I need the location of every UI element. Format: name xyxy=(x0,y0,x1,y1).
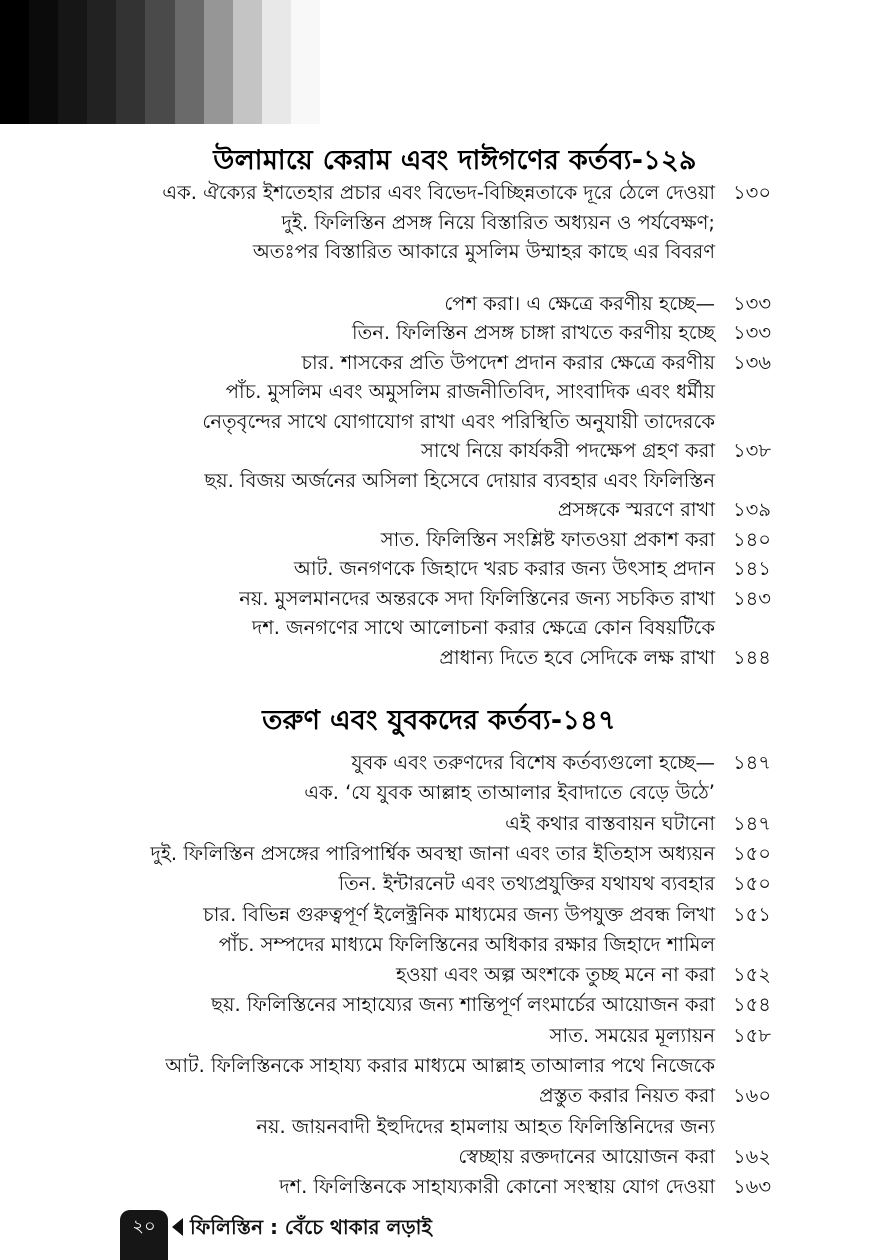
gradient-swatch xyxy=(233,0,262,124)
toc-entry-title: আট. ফিলিস্তিনকে সাহায্য করার মাধ্যমে আল্লাহ তাআলার পথে নিজেকে xyxy=(165,1054,715,1077)
toc-entry-title: পাঁচ. মুসলিম এবং অমুসলিম রাজনীতিবিদ, সাংবাদিক এবং ধর্মীয় xyxy=(225,380,715,403)
toc-entry xyxy=(0,436,870,466)
toc-entry xyxy=(0,809,870,839)
toc-entry-title: চার. শাসকের প্রতি উপদেশ প্রদান করার ক্ষেত্রে করণীয় xyxy=(301,350,715,374)
toc-entry-page: ১৬৩ xyxy=(733,1175,772,1199)
gradient-swatch xyxy=(58,0,87,124)
toc-entry xyxy=(0,318,870,348)
page-number: ২০ xyxy=(132,1216,156,1237)
toc-entry xyxy=(0,1081,870,1111)
toc-entry xyxy=(0,466,870,496)
toc-entry xyxy=(0,900,870,930)
section-heading-youth: তরুণ এবং যুবকদের কর্তব্য-১৪৭ xyxy=(262,705,616,736)
toc-entry-title: তিন. ফিলিস্তিন প্রসঙ্গ চাঙ্গা রাখতে করণীয় হচ্ছে xyxy=(352,321,715,344)
toc-entry-page: ১৫০ xyxy=(733,841,771,865)
toc-entry xyxy=(0,1051,870,1081)
toc-entry-title: এই কথার বাস্তবায়ন ঘটানো xyxy=(505,811,715,835)
toc-entry xyxy=(0,1142,870,1172)
toc-entry-page: ১৫৮ xyxy=(733,1023,771,1047)
toc-entry xyxy=(0,778,870,808)
toc-entry xyxy=(0,1021,870,1051)
page-footer xyxy=(0,1210,870,1260)
section-heading-scholars: উলামায়ে কেরাম এবং দাঈগণের কর্তব্য-১২৯ xyxy=(213,145,697,176)
grayscale-gradient-strip xyxy=(0,0,320,124)
toc-entry xyxy=(0,289,870,319)
toc-entry xyxy=(0,377,870,407)
toc-entry-page: ১৪৭ xyxy=(733,811,771,835)
toc-entry xyxy=(0,407,870,437)
toc-entry-title: পাঁচ. সম্পদের মাধ্যমে ফিলিস্তিনের অধিকার রক্ষার জিহাদে শামিল xyxy=(218,932,715,956)
toc-entry xyxy=(0,495,870,525)
toc-entry xyxy=(0,178,870,208)
toc-entry-page: ১৩৩ xyxy=(733,291,772,315)
toc-entry-page: ১৫৪ xyxy=(733,993,771,1017)
toc-entry xyxy=(0,348,870,378)
toc-entry-title: হওয়া এবং অল্প অংশকে তুচ্ছ মনে না করা xyxy=(395,963,715,987)
toc-entry-title: এক. ‘যে যুবক আল্লাহ তাআলার ইবাদাতে বেড়ে উঠে’ xyxy=(304,781,715,805)
toc-entry-title: তিন. ইন্টারনেট এবং তথ্যপ্রযুক্তির যথাযথ ব্যবহার xyxy=(338,872,715,896)
toc-entry-page: ১৪৭ xyxy=(733,751,771,774)
toc-entry-title: চার. বিভিন্ন গুরুত্বপূর্ণ ইলেক্ট্রনিক মাধ্যমের জন্য উপযুক্ত প্রবন্ধ লিখা xyxy=(203,902,715,926)
toc-entry xyxy=(0,584,870,614)
toc-entry-page: ১৫১ xyxy=(733,902,771,926)
toc-entry xyxy=(0,525,870,555)
toc-entry-title: অতঃপর বিস্তারিত আকারে মুসলিম উম্মাহর কাছে এর বিবরণ xyxy=(252,240,715,263)
toc-entry-title: প্রসঙ্গকে স্মরণে রাখা xyxy=(557,498,715,521)
toc-entry-title: প্রস্তুত করার নিয়ত করা xyxy=(539,1084,715,1108)
toc-entry xyxy=(0,990,870,1020)
toc-entry xyxy=(0,237,870,267)
gradient-swatch xyxy=(145,0,174,124)
toc-entry-page: ১৪১ xyxy=(733,557,771,580)
gradient-swatch xyxy=(204,0,233,124)
gradient-swatch xyxy=(262,0,291,124)
toc-entry-title: সাথে নিয়ে কার্যকরী পদক্ষেপ গ্রহণ করা xyxy=(420,439,715,462)
page-number-tab xyxy=(120,1210,168,1260)
gradient-swatch xyxy=(29,0,58,124)
toc-entry-page: ১৩০ xyxy=(733,181,772,204)
toc-entry-title: সাত. ফিলিস্তিন সংশ্লিষ্ট ফাতওয়া প্রকাশ করা xyxy=(380,527,715,551)
toc-entry-title: যুবক এবং তরুণদের বিশেষ কর্তব্যগুলো হচ্ছে— xyxy=(351,751,715,774)
toc-entry-page: ১৩৩ xyxy=(733,321,772,344)
toc-entry-title: ছয়. বিজয় অর্জনের অসিলা হিসেবে দোয়ার ব্যবহার এবং ফিলিস্তিন xyxy=(204,468,715,492)
gradient-swatch xyxy=(0,0,29,124)
toc-entry-title: দুই. ফিলিস্তিন প্রসঙ্গ নিয়ে বিস্তারিত অধ্যয়ন ও পর্যবেক্ষণ; xyxy=(281,210,715,234)
toc-entry xyxy=(0,1172,870,1202)
book-title: ফিলিস্তিন : বেঁচে থাকার লড়াই xyxy=(190,1215,432,1239)
toc-entry-title: নয়. মুসলমানদের অন্তরকে সদা ফিলিস্তিনের জন্য সচকিত রাখা xyxy=(239,586,715,610)
toc-entry-title: দুই. ফিলিস্তিন প্রসঙ্গের পারিপার্শ্বিক অবস্থা জানা এবং তার ইতিহাস অধ্যয়ন xyxy=(150,841,715,865)
toc-entry xyxy=(0,208,870,238)
gradient-swatch xyxy=(87,0,116,124)
toc-entry-page: ১৪৩ xyxy=(733,586,771,610)
toc-entry-title: ছয়. ফিলিস্তিনের সাহায্যের জন্য শান্তিপূর্ণ লংমার্চের আয়োজন করা xyxy=(211,993,715,1017)
toc-entry-title: দশ. জনগণের সাথে আলোচনা করার ক্ষেত্রে কোন বিষয়টিকে xyxy=(252,616,715,639)
toc-entry xyxy=(0,748,870,778)
toc-entry-page: ১৩৮ xyxy=(733,439,771,462)
toc-entry-title: সাত. সময়ের মূল্যায়ন xyxy=(549,1023,715,1047)
toc-entry-page: ১৫০ xyxy=(733,872,771,896)
toc-entry xyxy=(0,554,870,584)
toc-entry-page: ১৬০ xyxy=(733,1084,772,1108)
toc-entry xyxy=(0,613,870,643)
toc-entry-title: স্বেচ্ছায় রক্তদানের আয়োজন করা xyxy=(458,1144,715,1168)
toc-entry-title: নয়. জায়নবাদী ইহুদিদের হামলায় আহত ফিলিস্তিনিদের জন্য xyxy=(256,1114,715,1138)
toc-entry-page: ১৬২ xyxy=(733,1144,772,1168)
toc-entry-title: আট. জনগণকে জিহাদে খরচ করার জন্য উৎসাহ প্রদান xyxy=(293,557,715,580)
left-arrow-icon xyxy=(172,1218,183,1236)
toc-entry-title: নেতৃবৃন্দের সাথে যোগাযোগ রাখা এবং পরিস্থিতি অনুযায়ী তাদেরকে xyxy=(202,409,715,433)
toc-entry xyxy=(0,960,870,990)
toc-entry-title: দশ. ফিলিস্তিনকে সাহায্যকারী কোনো সংস্থায় যোগ দেওয়া xyxy=(279,1175,715,1199)
toc-entry xyxy=(0,1112,870,1142)
gradient-swatch xyxy=(116,0,145,124)
toc-entry-title: পেশ করা। এ ক্ষেত্রে করণীয় হচ্ছে— xyxy=(444,291,715,315)
toc-entry-title: প্রাধান্য দিতে হবে সেদিকে লক্ষ রাখা xyxy=(439,645,715,669)
toc-entry-title: এক. ঐক্যের ইশতেহার প্রচার এবং বিভেদ-বিচ্ছিন্নতাকে দূরে ঠেলে দেওয়া xyxy=(162,181,715,204)
toc-entry xyxy=(0,869,870,899)
toc-entry-page: ১৩৯ xyxy=(733,498,771,521)
toc-entry-page: ১৪০ xyxy=(733,527,771,551)
toc-entry-page: ১৪৪ xyxy=(733,645,771,669)
toc-entry-page: ১৫২ xyxy=(733,963,771,987)
toc-entry xyxy=(0,839,870,869)
gradient-swatch xyxy=(291,0,320,124)
gradient-swatch xyxy=(175,0,204,124)
toc-entry xyxy=(0,643,870,673)
toc-entry xyxy=(0,930,870,960)
toc-entry-page: ১৩৬ xyxy=(733,350,772,374)
